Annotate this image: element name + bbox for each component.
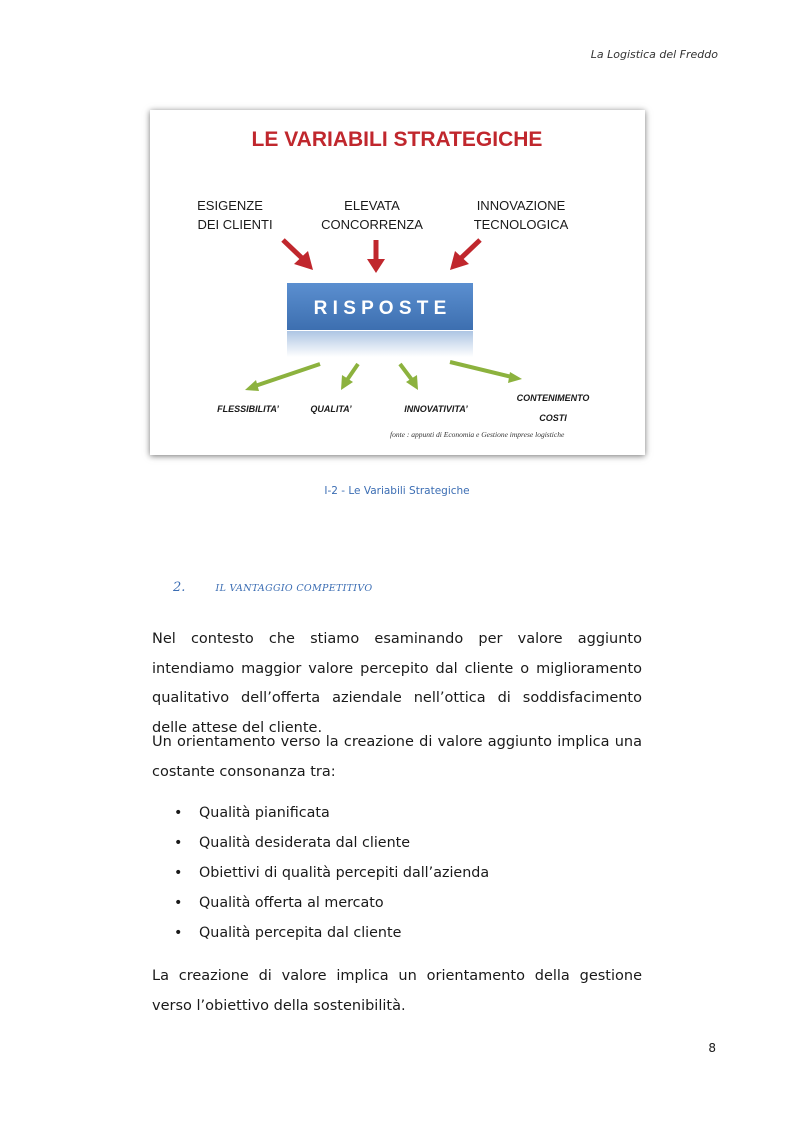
section-number: 2. xyxy=(173,580,186,595)
red-arrow-center-head xyxy=(367,259,385,273)
list-item-text: Obiettivi di qualità percepiti dall’azienda xyxy=(199,865,490,881)
list-item-text: Qualità percepita dal cliente xyxy=(199,925,402,941)
green-arrow-1-head xyxy=(245,380,259,391)
outcome-qualita: QUALITA’ xyxy=(310,404,352,414)
green-arrow-3 xyxy=(400,364,412,380)
list-item-text: Qualità desiderata dal cliente xyxy=(199,835,411,851)
bullet-icon: • xyxy=(174,835,183,851)
outcome-costi: COSTI xyxy=(539,413,567,423)
paragraph-2: Un orientamento verso la creazione di valore aggiunto implica una costante consonanza tra: xyxy=(152,734,642,780)
driver-2-line1: ELEVATA xyxy=(344,198,400,213)
figure-source: fonte : appunti di Economia e Gestione imprese logistiche xyxy=(390,430,565,439)
red-arrow-left xyxy=(283,240,304,260)
list-item xyxy=(152,798,489,828)
bullet-icon: • xyxy=(174,895,183,911)
driver-3-line1: INNOVAZIONE xyxy=(476,198,566,213)
list-item-text: Qualità offerta al mercato xyxy=(199,895,384,911)
red-arrows xyxy=(283,240,480,273)
figure-caption: I-2 - Le Variabili Strategiche xyxy=(324,485,470,497)
bullet-icon: • xyxy=(174,925,183,941)
bullet-icon: • xyxy=(174,805,183,821)
green-arrow-2 xyxy=(347,364,358,380)
section-heading xyxy=(173,580,372,595)
figure-diagram xyxy=(150,110,645,455)
paragraph-1: Nel contesto che stiamo esaminando per valore aggiunto intendiamo maggior valore percepito dal cliente o miglioramento qualitativo dell’offerta aziendale nell’ottica di soddisfacimento delle attese del cliente. xyxy=(152,631,642,736)
figure-title: LE VARIABILI STRATEGICHE xyxy=(251,128,543,151)
bullet-icon: • xyxy=(174,865,183,881)
list-item xyxy=(152,828,489,858)
risposte-label: R I S P O S T E xyxy=(313,298,447,319)
quality-list xyxy=(152,798,489,948)
driver-2-line2: CONCORRENZA xyxy=(321,217,423,232)
green-arrow-1 xyxy=(255,364,320,386)
list-item xyxy=(152,918,489,948)
green-arrow-4-head xyxy=(508,372,522,383)
list-item xyxy=(152,888,489,918)
running-header: La Logistica del Freddo xyxy=(590,48,718,61)
list-item xyxy=(152,858,489,888)
outcome-contenimento: CONTENIMENTO xyxy=(516,393,590,403)
green-arrow-4 xyxy=(450,362,512,377)
outcome-innovativita: INNOVATIVITA’ xyxy=(404,404,468,414)
driver-1-line1: ESIGENZE xyxy=(197,198,263,213)
list-item-text: Qualità pianificata xyxy=(199,805,330,821)
red-arrow-right xyxy=(459,240,480,260)
driver-1-line2: DEI CLIENTI xyxy=(197,217,273,232)
green-arrows xyxy=(245,362,522,391)
paragraph-3: La creazione di valore implica un orientamento della gestione verso l’obiettivo della sostenibilità. xyxy=(152,968,642,1014)
strategic-variables-figure xyxy=(150,110,645,455)
risposte-reflection xyxy=(287,331,473,357)
section-title: IL VANTAGGIO COMPETITIVO xyxy=(215,583,373,594)
outcome-flessibilita: FLESSIBILITA’ xyxy=(217,404,279,414)
driver-3-line2: TECNOLOGICA xyxy=(473,217,569,232)
page-number: 8 xyxy=(708,1041,716,1055)
